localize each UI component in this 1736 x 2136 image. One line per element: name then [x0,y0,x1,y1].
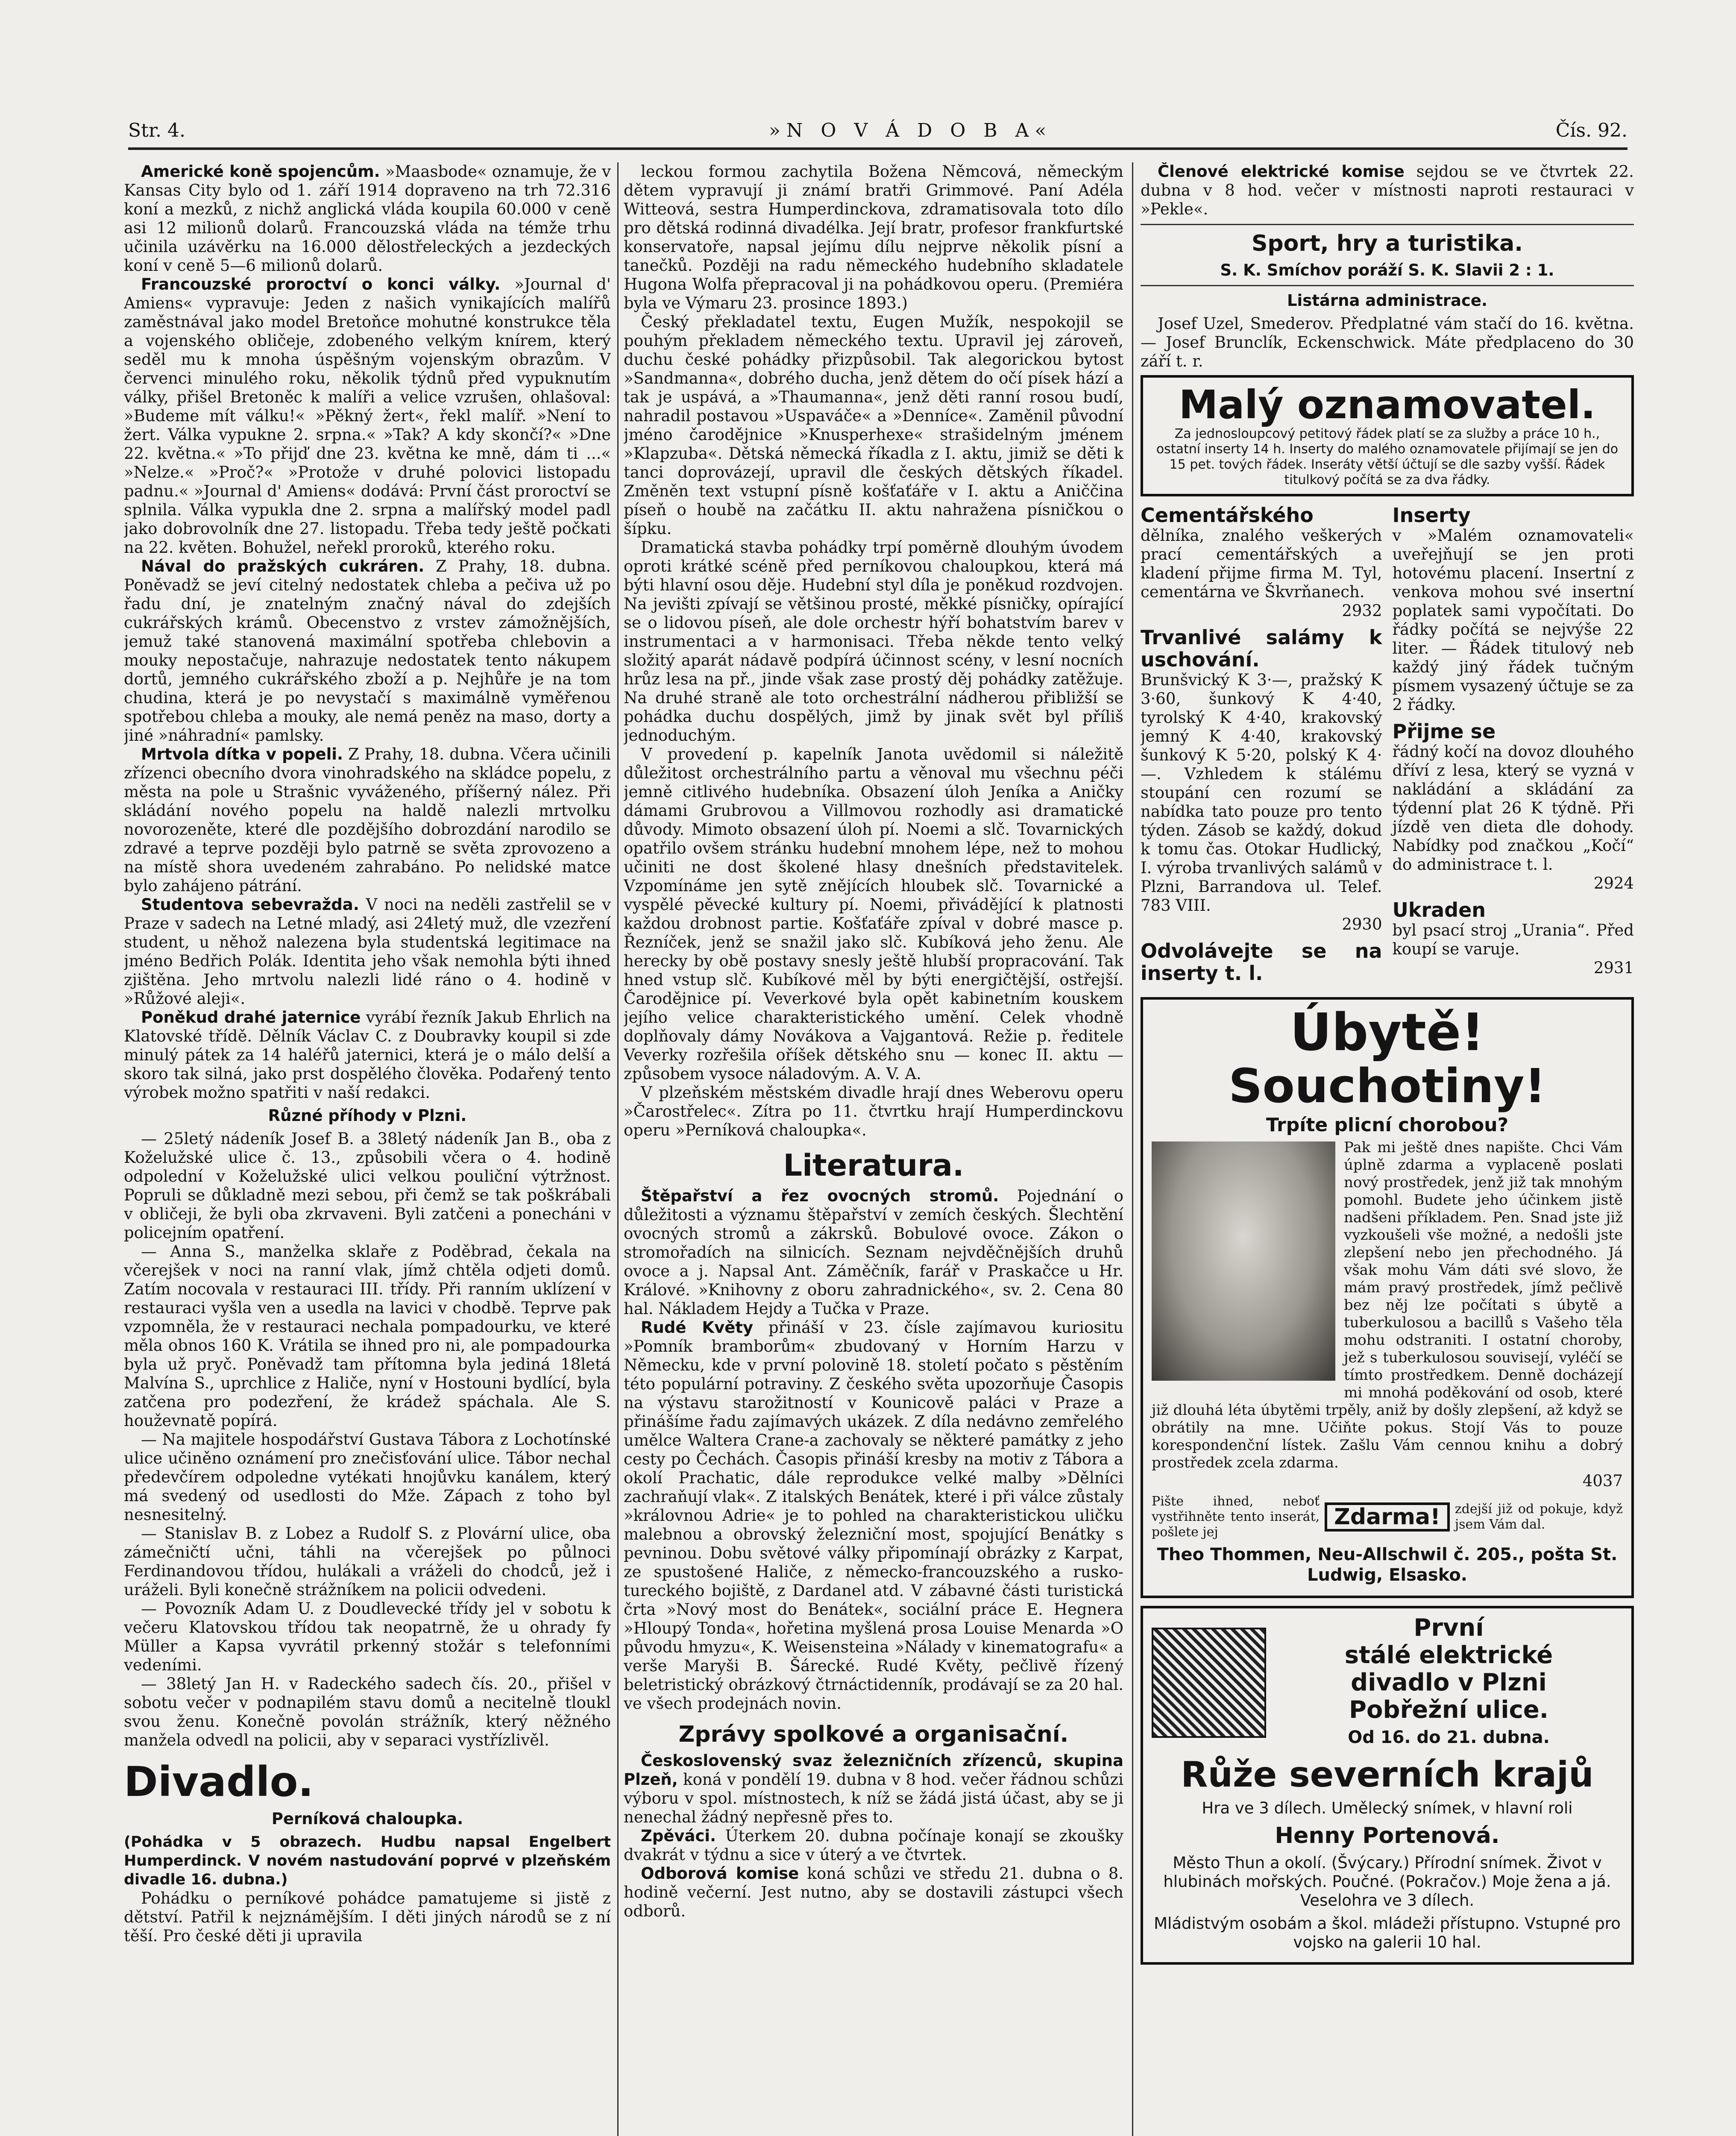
classified-ad-number: 2924 [1593,874,1634,892]
classified-ad-title: Ukraden [1392,898,1486,921]
section-title-literatura: Literatura. [783,1148,964,1183]
news-item-heading: Americké koně spojencům. [141,162,380,181]
article-paragraph: — 25letý nádeník Josef B. a 38letý nádeník Jan B., oba z Koželužské ulice č. 13., způsobili včera o 4. hodině odpolední v Koželužské ulici velkou pouliční výtržnost. Popruli se důkladně mezi sebou, při čemž se tak poškrábali v obličeji, že byli oba zkrvaveni. Byli zatčeni a ponecháni v policejním opatření. [124,1130,611,1242]
cinema-ornament [1152,1628,1266,1738]
issue-number: Čís. 92. [1555,120,1628,141]
page-number: Str. 4. [128,120,185,141]
news-item-text: V noci na neděli zastřelil se v Praze v sadech na Letné mladý, asi 24letý muž, dle vzezření student, u něhož nalezena byla studentská legitimace na jméno Bedřich Polák. Identita jeho však nemohla býti ihned zjištěna. Jeho mrtvolu nalezli lidé ráno o 4. hodině v »Růžové aleji«. [124,895,611,1008]
news-item [1141,162,1634,219]
cinema-ad [1141,1606,1634,1965]
news-item-text: Úterkem 20. dubna počínaje konají se zkoušky dvakrát v týdnu a sice v úterý a ve čtvrtek. [624,1827,1123,1864]
news-item [624,1752,1123,1827]
classified-ad-title: Trvanlivé salámy k uschování. [1141,626,1382,671]
news-item-heading: Zpěváci. [641,1827,716,1845]
ubyte-number: 4037 [1582,1472,1623,1490]
news-item-heading: Poněkud drahé jaternice [141,1008,361,1027]
classified-ad-number: 2930 [1342,915,1382,933]
news-item [124,745,611,895]
column-3 [1141,162,1634,2136]
cinema-line: Pobřežní ulice. [1349,1696,1549,1724]
review-intro: (Pohádka v 5 obrazech. Hudbu napsal Engelbert Humperdinck. V novém nastudování poprvé v plzeňském divadle 16. dubna.) [124,1834,611,1888]
ubyte-title: Úbytě! [1290,1003,1485,1062]
article-paragraph: — Na majitele hospodářství Gustava Tábora z Lochotínské ulice učiněno oznámení pro znečisťování ulice. Tábor nechal předevčírem odpoledne vytékati hnojůvku kanálem, který má svedený od usedlosti do Mže. Zápach z toho byl nesnesitelný. [124,1430,611,1524]
classified-ad-text: byl psací stroj „Urania“. Před koupí se varuje. [1392,921,1634,958]
maly-oznamovatel-terms: Za jednosloupcový petitový řádek platí se za služby a práce 10 h., ostatní inserty 14 h. Inserty do malého oznamovatele přijímají se jen do 15 pet. tových řádek. Inseráty větší účtují se dle sazby vyšší. Řádek titulkový počítá se za dva řádky. [1156,426,1619,487]
news-item [124,162,611,275]
section-subheading: Různé příhody v Plzni. [268,1106,467,1125]
classified-ad-number: 2931 [1593,959,1634,977]
news-item [124,557,611,745]
news-item-heading: Francouzské proroctví o konci války. [141,275,501,293]
listarna-text: Josef Uzel, Smederov. Předplatné vám stačí do 16. května. — Josef Brunclík, Eckenschwick. Máte předplaceno do 30 září t. r. [1141,314,1634,370]
classified-ads [1141,504,1634,990]
film-subtitle: Hra ve 3 dílech. Umělecký snímek, v hlavní roli [1202,1799,1573,1817]
news-item-heading: Odborová komise [641,1864,799,1883]
section-title-zpravy: Zprávy spolkové a organisační. [678,1722,1069,1747]
news-item-text: Pojednání o důležitosti a významu štěpařství v zemích českých. Šlechtění ovocných stromů a zákrsků. Bobulové ovoce. Zákon o stromořadích na silnicích. Seznam nejvděčnějších druhů ovoce a j. Napsal Ant. Záměčník, farář v Praskačce u Hr. Králové. »Knihovny z oboru zahradnického«, sv. 2. Cena 80 hal. Nákladem Hejdy a Tučka v Praze. [624,1187,1123,1318]
news-item [124,1008,611,1102]
maly-oznamovatel-title: Malý oznamovatel. [1179,382,1596,428]
article-paragraph: Pohádku o perníkové pohádce pamatujeme si jistě z dětství. Patřil k nejznámějším. I děti jiných národů se z ní těší. Pro české děti ji upravila [124,1889,611,1945]
cinema-date: Od 16. do 21. dubna. [1348,1728,1550,1747]
film-title: Růže severních krajů [1181,1755,1594,1795]
news-item-heading: Studentova sebevražda. [141,895,359,914]
classified-ad [1141,504,1382,620]
news-item [624,1187,1123,1318]
zdarma-stamp: Zdarma! [1325,1502,1450,1532]
classified-ad [1393,720,1634,893]
classified-ad-text: dělníka, znalého veškerých prací cementářských a kladení přijme firma M. Tyl, cementárna ve Škvrňanech. [1141,526,1382,601]
ubyte-ad [1141,997,1634,1598]
news-item [624,1864,1123,1921]
ubyte-address: Theo Thommen, Neu-Allschwil č. 205., pošta St. Ludwig, Elsasko. [1157,1545,1618,1585]
classified-ad-number: 2932 [1342,601,1382,620]
film-star: Henny Portenová. [1275,1823,1500,1848]
news-item-text: »Journal d' Amiens« vypravuje: Jeden z našich vynikajících malířů zaměstnával jako model Bretoňce mohutné konstrukce těla a vojenského obličeje, zdobeného velkým knírem, který seděl mu k mnoha úspěšným vojenským obrazům. V červenci minulého roku, několik týdnů před vypuknutím války, přišel Bretoněc k malíři a velice vzrušen, ohlašoval: »Budeme mít válku!« »Pěkný žert«, řekl malíř. »Není to žert. Válka vypukne 2. srpna.« »Tak? A kdy skončí?« »Dne 22. května.« »To přijď dne 23. května ke mně, dám ti ...« »Nelze.« »Proč?« »Protože v druhé polovici listopadu padnu.« »Journal d' Amiens« dodává: První část proroctví se splnila. Válka vypukla dne 2. srpna a malířský model padl jako dobrovolník dne 27. listopadu. Třeba tedy ještě počkati na 22. květen. Bohužel, neřekl proroků, kterého roku. [124,275,611,557]
news-item-text: vyrábí řezník Jakub Ehrlich na Klatovské třídě. Dělník Václav C. z Doubravky koupil si zde minulý pátek za 14 haléřů jaternici, která je o málo delší a skoro tak silná, jako prst dospělého člověka. Podařený tento výrobek možno spatřiti v naší redakci. [124,1008,611,1102]
news-item-text: »Maasbode« oznamuje, že v Kansas City bylo od 1. září 1914 dopraveno na trh 72.316 koní a mezků, z nichž anglická vláda koupila 60.000 v ceně asi 12 milionů dolarů. Francouzská vláda na témže trhu učinila uzávěrku na 16.000 dělostřeleckých a jezdeckých koní v ceně 5—6 milionů dolarů. [124,162,611,275]
classified-ad [1393,899,1634,977]
article-paragraph: Dramatická stavba pohádky trpí poměrně dlouhým úvodem oproti krátké scéně před perníkovou chaloupkou, která má býti hlavní osou děje. Hudební styl díla je poněkud rozdvojen. Na jevišti zpívají se většinou prosté, měkké písničky, opírající se o lidovou píseň, ale dole orchestr hýří bohatstvím barev v instrumentaci a v harmonisaci. Třeba někde tento velký složitý aparát nádavě podpírá účinnost scény, v lesní nocních hrůz lesa na př., jinde však zase prostý děj pohádky zatěžuje. Na druhé straně ale toto orchestrální nádherou přibližší se pohádka duchu dospělých, jimž by jinak svět byl příliš jednoduchým. [624,538,1123,745]
news-item-heading: Československý svaz železničních zřízenců, skupina Plzeň, [624,1752,1123,1789]
zdarma-right: zdejší již od pokuje, když jsem Vám dal. [1454,1502,1623,1532]
column-1 [124,162,611,2136]
classified-ad-title: Přijme se [1392,720,1496,743]
news-item [624,1318,1123,1713]
news-item-heading: Členové elektrické komise [1158,162,1405,181]
section-title-sport: Sport, hry a turistika. [1251,231,1523,256]
section-title-divadlo: Divadlo. [124,1758,314,1806]
article-paragraph: V plzeňském městském divadle hrají dnes Weberovu operu »Čarostřelec«. Zítra po 11. čtvrtku hrají Humperdinckovu operu »Perníková chaloupka«. [624,1083,1123,1139]
classified-ad-title: Odvolávejte se na inserty t. l. [1141,939,1382,985]
news-item-text: koná schůzi ve středu 21. dubna o 8. hodině večerní. Jest nutno, aby se dostavili zástupci všech odborů. [624,1864,1123,1920]
article-paragraph: — 38letý Jan H. v Radeckého sadech čís. 20., přišel v sobotu večer v podnapilém stavu domů a necitelně tloukl svou ženu. Konečně povolán strážník, který něžného manžela odvedl na policii, aby v separaci vystřízlivěl. [124,1675,611,1749]
classified-ad [1393,504,1634,714]
review-title: Perníková chaloupka. [271,1810,463,1828]
column-divider [1132,162,1133,2136]
news-item-text: přináší v 23. čísle zajímavou kuriositu »Pomník bramborům« zbudovaný v Horním Harzu v Německu, kde v první polovině 18. století počato s pěstěním této populární potraviny. Z českého světa upozorňuje Časopis na výstavu starožitností v Kounicově paláci v Praze a přinášíme řadu zajímavých ukázek. Z díla nedávno zemřelého umělce Waltera Crane-a zachovaly se některé památky z jeho cesty po Čechách. Časopis přináší kresby na motiv z Tábora a okolí Prachatic, dále reprodukce velké malby »Dělníci zachraňují vlak«. Z italských Benátek, které i při válce zůstaly »královnou Adrie« je to pohled na charakteristickou uličku malebnou a obrovský železniční most, spojující Benátky s pevninou. Dobu světové války připomínají obrázky z Karpat, ze spustošené Haliče, z německo-francouzského a rusko-tureckého bojiště, z Dardanel atd. V zábavné části turistická črta »Nový most do Benátek«, sociální práce E. Hegnera »Hloupý Tonda«, hořetina myšlená prosa Louise Menarda »O původu hmyzu«, K. Weisensteina »Nálady v kinematografu« a verše Maryši B. Šárecké. Rudé Květy, pečlivě řízený beletristický obrázkový čtrnáctidenník, prodávají se za 20 hal. ve všech prodejnách novin. [624,1318,1123,1713]
zdarma-left: Pište ihned, neboť vystřihněte tento inserát, pošlete jej [1152,1494,1320,1540]
news-item-text: sejdou se ve čtvrtek 22. dubna v 8 hod. večer v místnosti naproti restauraci v »Pekle«. [1141,162,1634,218]
cinema-line: První [1413,1614,1484,1642]
portrait-image [1152,1141,1335,1381]
news-item-text: koná v pondělí 19. dubna v 8 hod. večer řádnou schůzi výboru v spol. místnostech, k níž se žádá jistá účast, aby se ji nenechal žádný nepřesně přes to. [624,1770,1123,1826]
article-paragraph: — Stanislav B. z Lobez a Rudolf S. z Plovární ulice, oba zámečničtí učni, táhli na včerejšek po půlnoci Ferdinandovou třídou, hulákali a vráželi do chodců, jež i uráželi. Byli konečně strážníkem na policii odvedeni. [124,1524,611,1599]
ubyte-text: Pak mi ještě dnes napište. Chci Vám úplně zdarma a vyplaceně poslati nový prostředek, jenž již tak mnohým pomohl. Budete jeho účinkem jistě nadšeni příkladem. Pen. Snad jste již vyzkoušeli vše možné, a nedošli jste zlepšení nebo jen přechodného. Já však mohu Vám dáti své slovo, že mám pravý prostředek, jímž pečlivě bez něj lze počítati s úbytě a tuberkulosou a bacillů s Vašeho těla mohu odstraniti. I ostatní choroby, jež s tuberkulosou souvisejí, vyléčí se tímto prostředkem. Denně docházejí mi mnohá poděkování od osob, které již dlouhá léta úbytěmi trpěly, aniž by došly zlepšení, až když se obrátily na mne. Učiňte pokus. Stojí Vás to pouze korespondenční lístek. Zašlu Vám cennou knihu a dobrý prostředek zcela zdarma. [1152,1139,1623,1471]
news-item [124,275,611,557]
article-paragraph: — Povozník Adam U. z Doudlevecké třídy jel v sobotu k večeru Klatovskou třídou tak neopatrně, že u ohrady fy Müller a Kapsa vyvrátil prkenný stožár s telefonními vedeními. [124,1599,611,1674]
divider [1141,224,1634,225]
classified-ad-text: v »Malém oznamovateli« uveřejňují se jen proti hotovému placení. Insertní z venkova mohou své insertní poplatek sami vypočítati. Do řádky počítá se nejvýše 22 liter. — Řádek titulový neb každý jiný řádek tučným písmem vysazený účtuje se za 2 řádky. [1392,526,1634,714]
ubyte-question: Trpíte plicní chorobou? [1266,1114,1509,1136]
news-item-heading: Mrtvola dítka v popeli. [141,745,343,763]
cinema-program: Město Thun a okolí. (Švýcary.) Přírodní snímek. Život v hlubinách mořských. Poučné. (Pokračov.) Moje žena a já. Veselohra ve 3 dílech. [1163,1854,1611,1910]
classified-ad-text: řádný kočí na dovoz dlouhého dříví z lesa, který se vyzná v nakládání a skládání za týdenní plat 26 K týdně. Při jízdě ven dieta dle dohody. Nabídky pod značkou „Kočí“ do administrace t. l. [1392,742,1634,874]
article-paragraph: leckou formou zachytila Božena Němcová, německým dětem vypravují ji známí bratři Grimmové. Paní Adéla Witteová, sestra Humperdinckova, zdramatisovala toto dílo pro dětská rodinná divadélka. Její bratr, profesor frankfurtské konservatoře, napsal jejímu dílu nejprve několik písní a tanečků. Později na radu německého hudebního skladatele Hugona Wolfa přepracoval ji na pohádkovou operu. (Premiéra byla ve Výmaru 23. prosince 1893.) [624,162,1123,312]
news-item-heading: Štěpařství a řez ovocných stromů. [641,1187,999,1205]
news-item [124,895,611,1008]
section-title-listarna: Listárna administrace. [1287,291,1488,310]
classified-ad-title: Inserty [1392,504,1471,527]
news-item-text: Z Prahy, 18. dubna. Včera učinili zřízenci obecního dvora vinohradského na skládce popelu, z města na pole u Strašnic vyváženého, příšerný nález. Při skládání nového popelu na haldě nalezli mrtvolku novorozeněte, které dle pozdějšího dobrozdání narodilo se zdravé a teprve později bylo patrně se světa zprovozeno a na místě shora uvedeném zahrabáno. Po nelidské matce bylo zahájeno pátrání. [124,745,611,895]
souchotiny-title: Souchotiny! [1229,1059,1546,1113]
article-paragraph: Český překladatel textu, Eugen Mužík, nespokojil se pouhým překladem německého textu. Upravil jej zároveň, duchu české pohádky přizpůsobil. Tak alegorickou bytost »Sandmanna«, dobrého ducha, jenž dětem do očí písek hází a tak je uspává, a »Thaumanna«, jenž děti ranní rosou budí, nahradil postavou »Uspaváče« a »Denníce«. Zaměnil původní jméno čarodějnice »Knusperhexe« strašidelným jménem »Klapzuba«. Dětská německá říkadla z I. aktu, jimiž se děti k tanci doprovázejí, upravil dle českých dětských říkadel. Změněn text vstupní písně košťaťáře v I. aktu a Aniččina píseň o houbě na začátku II. aktu nahražena písničkou o šípku. [624,313,1123,538]
sport-result: S. K. Smíchov poráží S. K. Slavii 2 : 1. [1220,261,1554,279]
maly-oznamovatel-box [1141,375,1634,496]
header-rule [128,147,1628,150]
zdarma-row [1152,1494,1623,1540]
news-item-text: Z Prahy, 18. dubna. Poněvadž se jeví citelný nedostatek chleba a pečiva už po řadu dní, je znatelným značný nával do zdejších cukrářských krámů. Obecenstvo z vrstev zámožnějších, jemuž také stanovená maximální spotřeba chlebovin a mouky nepostačuje, nahrazuje nedostatek tento nákupem dortů, jemného cukrářského zboží a p. Nejhůře je na tom chudina, která je po nevystačí s maximálně vyměřenou spotřebou chleba a mouky, ale nemá peněz na maso, dorty a jiné »náhradní« pamlsky. [124,557,611,745]
masthead-title: »N O V Á D O B A« [769,120,1053,141]
news-item-heading: Nával do pražských cukráren. [141,557,425,575]
article-paragraph: — Anna S., manželka sklaře z Poděbrad, čekala na včerejšek v noci na ranní vlak, jímž chtěla odjeti domů. Zatím nocovala v restauraci III. třídy. Při ranním uklízení v restauraci vyšla ven a usedla na lavici v chodbě. Teprve pak vzpomněla, že v restauraci nechala pompadourku, ve které měla obnos 160 K. Vrátila se ihned pro ni, ale pompadourka byla už pryč. Poněvadž tam přítomna byla jediná 18letá Malvína S., uprchlice z Haliče, nyní v Hostouni bydlící, byla zatčena pro podezření, že krádež spáchala. Ale S. houževnatě popírá. [124,1242,611,1430]
cinema-line: stálé elektrické [1344,1641,1553,1669]
classified-ad [1141,940,1382,984]
column-divider [617,162,619,2136]
cinema-line: divadlo v Plzni [1351,1669,1547,1696]
column-2 [624,162,1123,2136]
news-item-heading: Rudé Květy [641,1318,754,1337]
news-item [624,1827,1123,1864]
classified-ad-text: Brunšvický K 3·—, pražský K 3·60, šunkový K 4·40, tyrolský K 4·40, krakovský jemný K 4·40, krakovský šunkový K 5·20, polský K 4·—. Vzhledem k stálému stoupání cen rozumí se nabídka tato pouze pro tento týden. Zásob se každý, dokud k tomu čas. Otokar Hudlický, I. výroba trvanlivých salámů v Plzni, Barrandova ul. Telef. 783 VIII. [1141,671,1382,915]
cinema-footer: Mládistvým osobám a škol. mládeži přístupno. Vstupné pro vojsko na galerii 10 hal. [1154,1914,1621,1951]
classified-ad [1141,626,1382,934]
article-paragraph: V provedení p. kapelník Janota uvědomil si náležitě důležitost orchestrálního partu a věnoval mu všechnu péči jemně citlivého hudebníka. Obsazení úloh Jeníka a Aničky dámami Grubrovou a Villmovou rozhodly asi dramatické důvody. Mimoto obsazení úloh pí. Noemi a slč. Tovarnických opatřilo ovšem stránku hudební mnohem lépe, než to mohou učiniti ne dost školené hlasy dnešních představitelek. Vzpomínáme jen sytě znějících hloubek slč. Tovarnické a vyspělé pěvecké kultury pí. Noemi, přivádějící k platnosti každou drobnost partie. Košťaťáře zpíval v dobré masce p. Řezníček, jenž se snažil jako slč. Kubíková jeho ženu. Ale herecky by obě postavy snesly ještě hlubší propracování. Tak hned vstup slč. Kubíkové měl by býti energičtější, ostřejší. Čarodějnice pí. Veverkové byla opět kabinetním kouskem jejího velice charakteristického umění. Celek vhodně doplňovaly dámy Novákova a Vajgantová. Režie p. ředitele Veverky rozřešila oříšek dětského snu — konec II. aktu — způsobem vysoce náladovým. A. V. A. [624,745,1123,1083]
divider [1141,285,1634,286]
classified-ad-title: Cementářského [1141,504,1314,527]
